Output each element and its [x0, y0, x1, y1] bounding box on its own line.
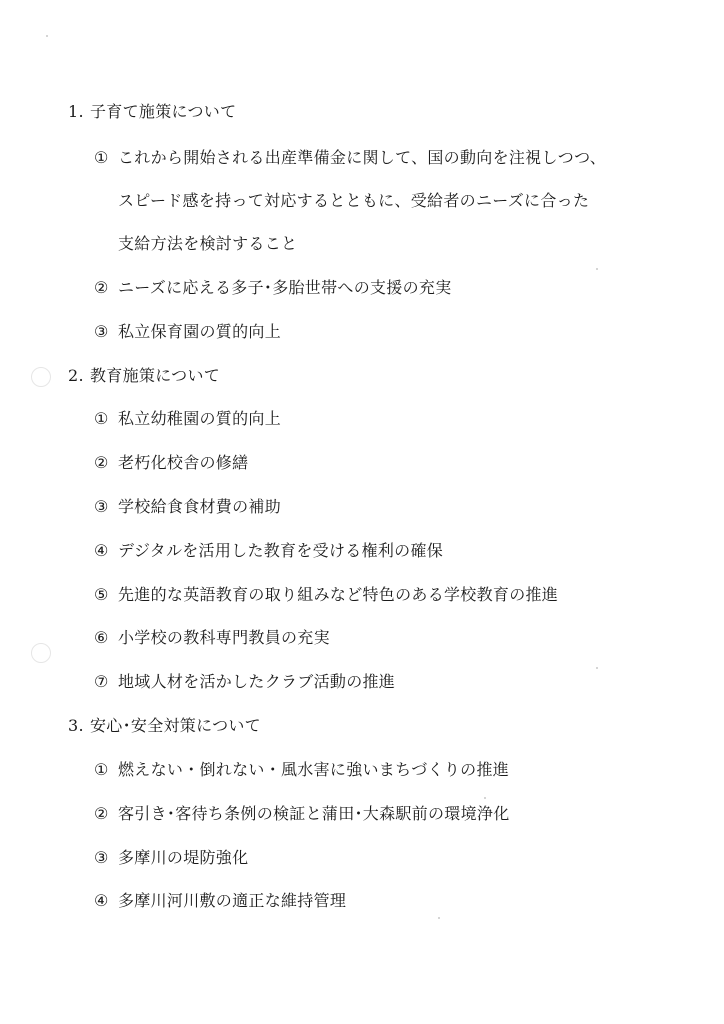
list-item — [94, 848, 248, 868]
item-marker: ⑦ — [94, 672, 109, 691]
section-number: 3. — [68, 716, 84, 735]
item-marker: ① — [94, 148, 109, 167]
item-marker: ⑥ — [94, 628, 109, 647]
section-heading — [68, 102, 236, 122]
list-item — [94, 585, 558, 605]
item-text: 多摩川河川敷の適正な維持管理 — [118, 891, 347, 910]
list-item — [94, 760, 509, 780]
scan-speck — [596, 667, 598, 669]
item-text: 小学校の教科専門教員の充実 — [118, 628, 330, 647]
item-text: 老朽化校舎の修繕 — [118, 453, 249, 472]
list-item — [94, 891, 346, 911]
list-item-continuation — [118, 191, 589, 211]
item-text: 支給方法を検討すること — [118, 234, 298, 253]
scan-speck — [46, 35, 48, 37]
item-marker: ④ — [94, 541, 109, 560]
list-item — [94, 628, 330, 648]
list-item — [94, 453, 248, 473]
list-item — [94, 148, 606, 168]
punch-hole-top — [31, 367, 51, 387]
section-title: 安心･安全対策について — [90, 716, 261, 735]
list-item — [94, 804, 510, 824]
item-text: 客引き･客待ち条例の検証と蒲田･大森駅前の環境浄化 — [118, 804, 510, 823]
list-item-continuation — [118, 234, 297, 254]
list-item — [94, 672, 395, 692]
item-marker: ④ — [94, 891, 109, 910]
list-item — [94, 278, 452, 298]
section-heading — [68, 366, 220, 386]
item-text: 先進的な英語教育の取り組みなど特色のある学校教育の推進 — [118, 585, 559, 604]
item-marker: ② — [94, 278, 109, 297]
list-item — [94, 497, 281, 517]
item-text: デジタルを活用した教育を受ける権利の確保 — [118, 541, 444, 560]
punch-hole-bottom — [31, 643, 51, 663]
item-text: これから開始される出産準備金に関して、国の動向を注視しつつ、 — [118, 148, 607, 167]
section-heading — [68, 716, 261, 736]
item-text: 私立保育園の質的向上 — [118, 322, 282, 341]
section-title: 子育て施策について — [90, 102, 237, 121]
item-text: 私立幼稚園の質的向上 — [118, 409, 282, 428]
section-number: 1. — [68, 102, 84, 121]
item-marker: ① — [94, 760, 109, 779]
list-item — [94, 409, 281, 429]
item-text: スピード感を持って対応するとともに、受給者のニーズに合った — [118, 191, 590, 210]
scan-speck — [596, 268, 598, 270]
scan-speck — [438, 917, 440, 919]
item-marker: ③ — [94, 322, 109, 341]
item-marker: ① — [94, 409, 109, 428]
section-number: 2. — [68, 366, 84, 385]
item-marker: ③ — [94, 848, 109, 867]
item-text: 地域人材を活かしたクラブ活動の推進 — [118, 672, 396, 691]
item-text: ニーズに応える多子･多胎世帯への支援の充実 — [118, 278, 452, 297]
list-item — [94, 541, 443, 561]
section-title: 教育施策について — [90, 366, 221, 385]
item-marker: ② — [94, 453, 109, 472]
item-marker: ⑤ — [94, 585, 109, 604]
list-item — [94, 322, 281, 342]
item-marker: ② — [94, 804, 109, 823]
item-text: 多摩川の堤防強化 — [118, 848, 249, 867]
item-marker: ③ — [94, 497, 109, 516]
item-text: 学校給食食材費の補助 — [118, 497, 282, 516]
scan-speck — [484, 797, 486, 799]
item-text: 燃えない・倒れない・風水害に強いまちづくりの推進 — [118, 760, 510, 779]
